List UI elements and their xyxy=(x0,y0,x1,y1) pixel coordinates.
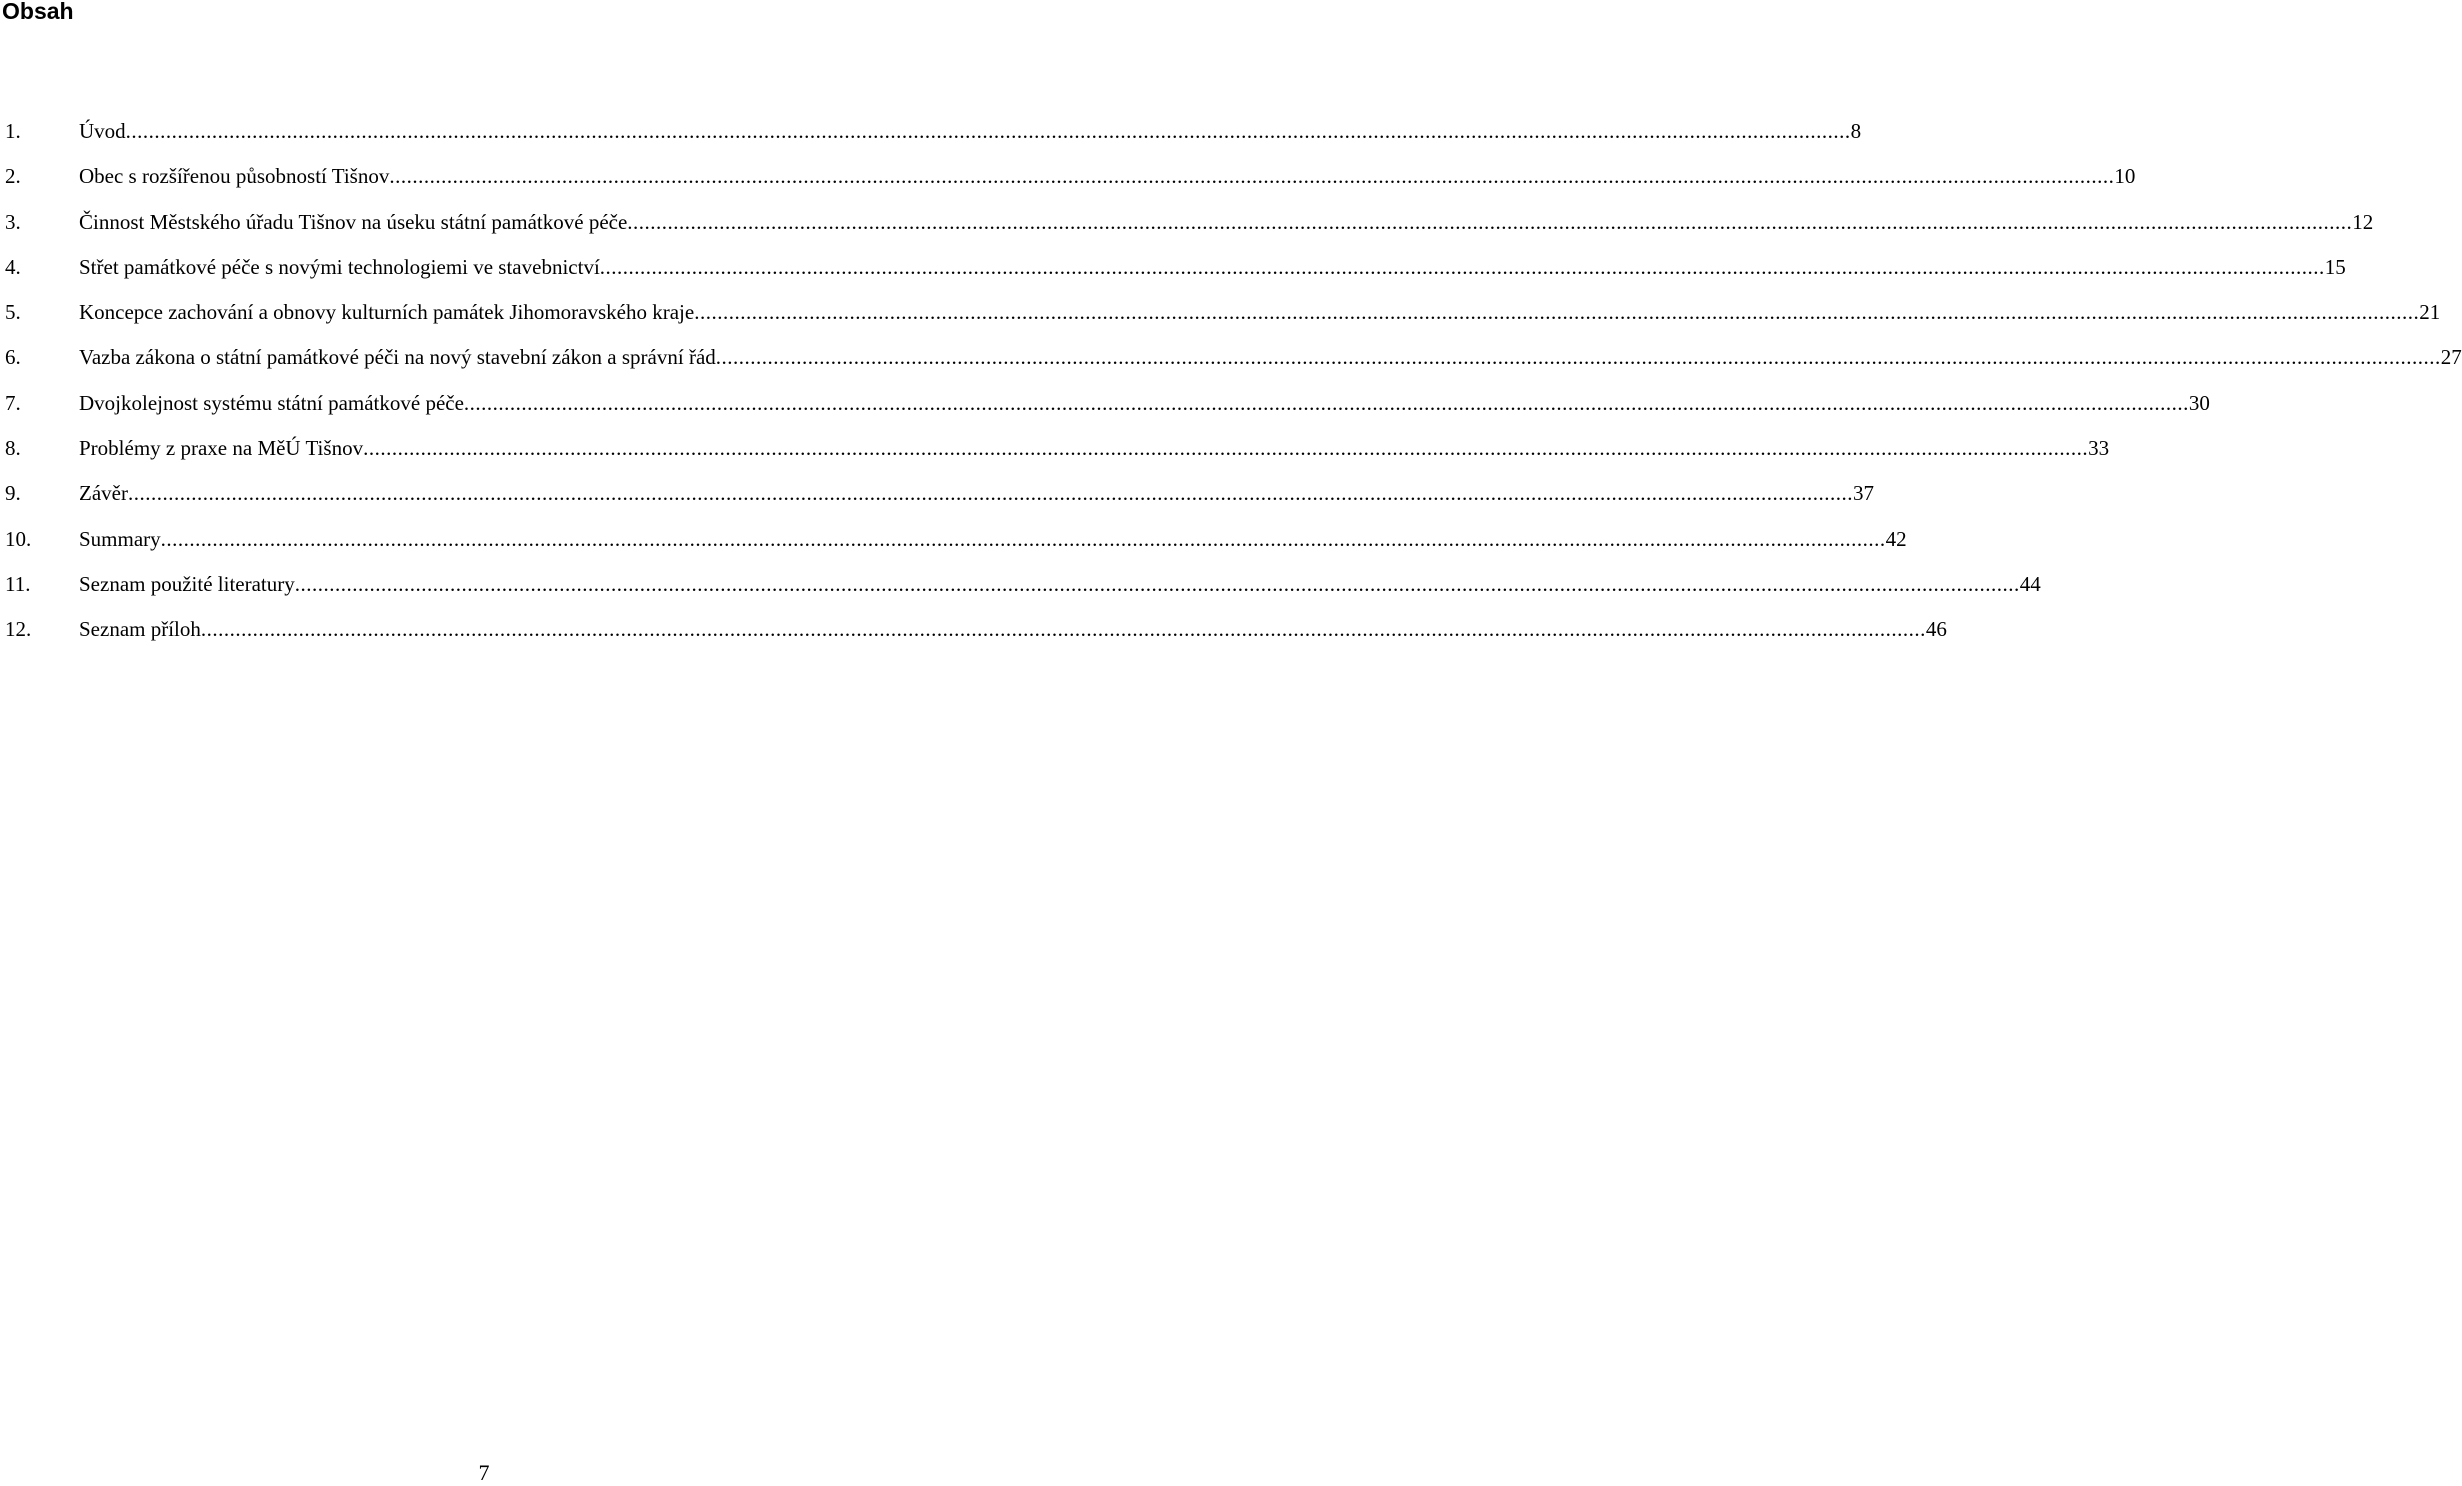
toc-entry-number: 8. xyxy=(5,436,21,461)
toc-entry-title: Úvod xyxy=(79,119,126,143)
toc-entry-number: 1. xyxy=(5,119,21,143)
toc-entry-number: 6. xyxy=(5,345,21,370)
toc-entry-page: 27 xyxy=(2440,345,2462,370)
toc-entry-body xyxy=(79,201,2374,243)
toc-entry-page: 12 xyxy=(2352,209,2374,234)
page-heading: Obsah xyxy=(2,0,74,24)
toc-dot-leader: ............................................................................................................................................................................................................................................................................................................ xyxy=(363,436,2089,461)
toc-entry[interactable] xyxy=(0,336,2462,381)
toc-entry-body xyxy=(79,336,2462,378)
toc-entry-number: 7. xyxy=(5,390,21,415)
toc-entry-body xyxy=(79,382,2210,424)
toc-entry-title: Závěr xyxy=(79,481,128,506)
page-number: 7 xyxy=(478,1460,490,1485)
table-of-contents xyxy=(0,110,2462,654)
toc-entry[interactable] xyxy=(0,563,2041,608)
toc-entry[interactable] xyxy=(0,201,2374,246)
toc-entry-page: 44 xyxy=(2019,571,2041,596)
toc-entry-title: Seznam příloh xyxy=(79,617,201,642)
toc-entry[interactable] xyxy=(0,382,2210,427)
toc-dot-leader: ............................................................................................................................................................................................................................................................................................................ xyxy=(627,209,2353,234)
toc-dot-leader: ............................................................................................................................................................................................................................................................................................................ xyxy=(463,390,2189,415)
toc-entry-page: 10 xyxy=(2114,164,2136,189)
toc-entry-number: 5. xyxy=(5,300,21,325)
toc-entry-title: Problémy z praxe na MěÚ Tišnov xyxy=(79,436,364,461)
toc-entry-title: Obec s rozšířenou působností Tišnov xyxy=(79,164,390,189)
toc-entry[interactable] xyxy=(0,427,2110,472)
toc-dot-leader: ............................................................................................................................................................................................................................................................................................................ xyxy=(389,164,2115,189)
toc-entry-page: 21 xyxy=(2419,300,2441,325)
toc-entry-page: 30 xyxy=(2188,390,2210,415)
toc-entry-page: 15 xyxy=(2324,254,2346,279)
toc-entry[interactable] xyxy=(0,472,1874,517)
toc-entry-body xyxy=(79,563,2041,605)
toc-dot-leader: ............................................................................................................................................................................................................................................................................................................ xyxy=(160,526,1886,551)
toc-entry[interactable] xyxy=(0,518,1907,563)
toc-entry-title: Střet památkové péče s novými technologiemi ve stavebnictví xyxy=(79,254,600,279)
toc-entry-title: Koncepce zachování a obnovy kulturních památek Jihomoravského kraje xyxy=(79,300,695,325)
toc-entry[interactable] xyxy=(0,110,1862,155)
toc-dot-leader: ............................................................................................................................................................................................................................................................................................................ xyxy=(294,571,2020,596)
toc-entry-title: Vazba zákona o státní památkové péči na nový stavební zákon a správní řád xyxy=(79,345,716,370)
toc-entry-body xyxy=(79,518,1907,560)
toc-entry-number: 3. xyxy=(5,209,21,234)
toc-entry[interactable] xyxy=(0,608,1947,653)
toc-entry-number: 10. xyxy=(5,526,32,551)
toc-entry-body xyxy=(79,427,2110,469)
toc-entry-number: 2. xyxy=(5,164,21,189)
toc-entry-number: 9. xyxy=(5,481,21,506)
toc-entry[interactable] xyxy=(0,155,2136,200)
toc-entry-page: 8 xyxy=(1850,119,1862,143)
toc-entry-title: Činnost Městského úřadu Tišnov na úseku státní památkové péče xyxy=(79,209,628,234)
toc-entry-body xyxy=(79,608,1947,650)
toc-dot-leader: ............................................................................................................................................................................................................................................................................................................ xyxy=(125,119,1851,143)
toc-entry-page: 42 xyxy=(1885,526,1907,551)
toc-entry-title: Summary xyxy=(79,526,161,551)
toc-entry-number: 11. xyxy=(5,571,31,596)
toc-entry-page: 37 xyxy=(1852,481,1874,506)
toc-entry-number: 4. xyxy=(5,254,21,279)
toc-entry-body xyxy=(79,110,1862,152)
toc-entry-body xyxy=(79,472,1874,514)
toc-dot-leader: ............................................................................................................................................................................................................................................................................................................ xyxy=(599,254,2325,279)
toc-entry-body xyxy=(79,155,2136,197)
toc-dot-leader: ............................................................................................................................................................................................................................................................................................................ xyxy=(694,300,2420,325)
toc-entry-title: Dvojkolejnost systému státní památkové péče xyxy=(79,390,464,415)
toc-entry-title: Seznam použité literatury xyxy=(79,571,295,596)
toc-entry-page: 33 xyxy=(2088,436,2110,461)
toc-entry-number: 12. xyxy=(5,617,32,642)
toc-entry-body xyxy=(79,246,2346,288)
toc-dot-leader: ............................................................................................................................................................................................................................................................................................................ xyxy=(127,481,1853,506)
toc-entry-page: 46 xyxy=(1925,617,1947,642)
toc-entry[interactable] xyxy=(0,246,2346,291)
toc-dot-leader: ............................................................................................................................................................................................................................................................................................................ xyxy=(200,617,1926,642)
toc-entry-body xyxy=(79,291,2441,333)
toc-entry[interactable] xyxy=(0,291,2441,336)
toc-dot-leader: ............................................................................................................................................................................................................................................................................................................ xyxy=(715,345,2441,370)
